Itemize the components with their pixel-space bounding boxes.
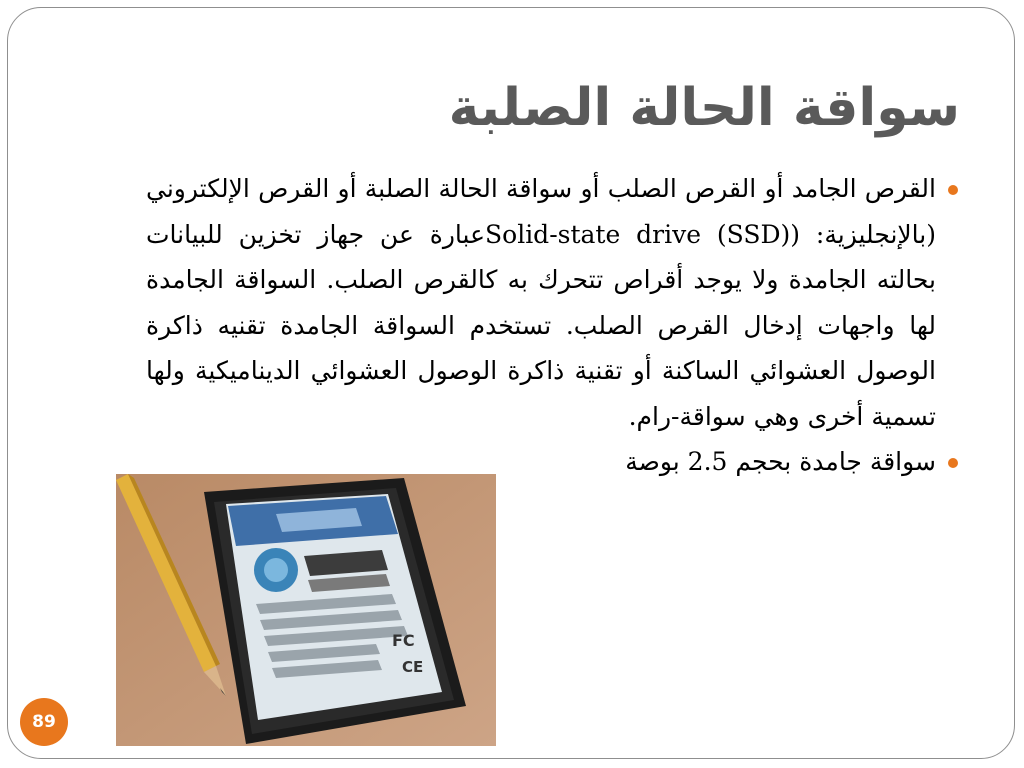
slide-title: سواقة الحالة الصلبة [448,78,960,138]
svg-text:CE: CE [402,658,424,676]
bullet-text: القرص الجامد أو القرص الصلب أو سواقة الحالة الصلبة أو القرص الإلكتروني (بالإنجليزية: (Solid-state drive (SSD)عبارة عن جهاز تخزين للبيانات بحالته الجامدة ولا يوجد أقراص تتحرك به كالقرص الصلب. السواقة الجامدة لها واجهات إدخال القرص الصلب. تستخدم السواقة الجامدة تقنيه ذاكرة الوصول العشوائي الساكنة أو تقنية ذاكرة الوصول العشوائي الديناميكية ولها تسمية أخرى وهي سواقة-رام. [146,174,937,431]
bullet-dot-icon [948,185,958,195]
page-number-badge: 89 [20,698,68,746]
bullet-text: سواقة جامدة بحجم 2.5 بوصة [625,447,936,476]
bullet-list [146,166,936,485]
bullet-item [146,166,936,439]
ssd-photo [116,474,496,746]
svg-text:FC: FC [392,631,415,650]
bullet-dot-icon [948,458,958,468]
